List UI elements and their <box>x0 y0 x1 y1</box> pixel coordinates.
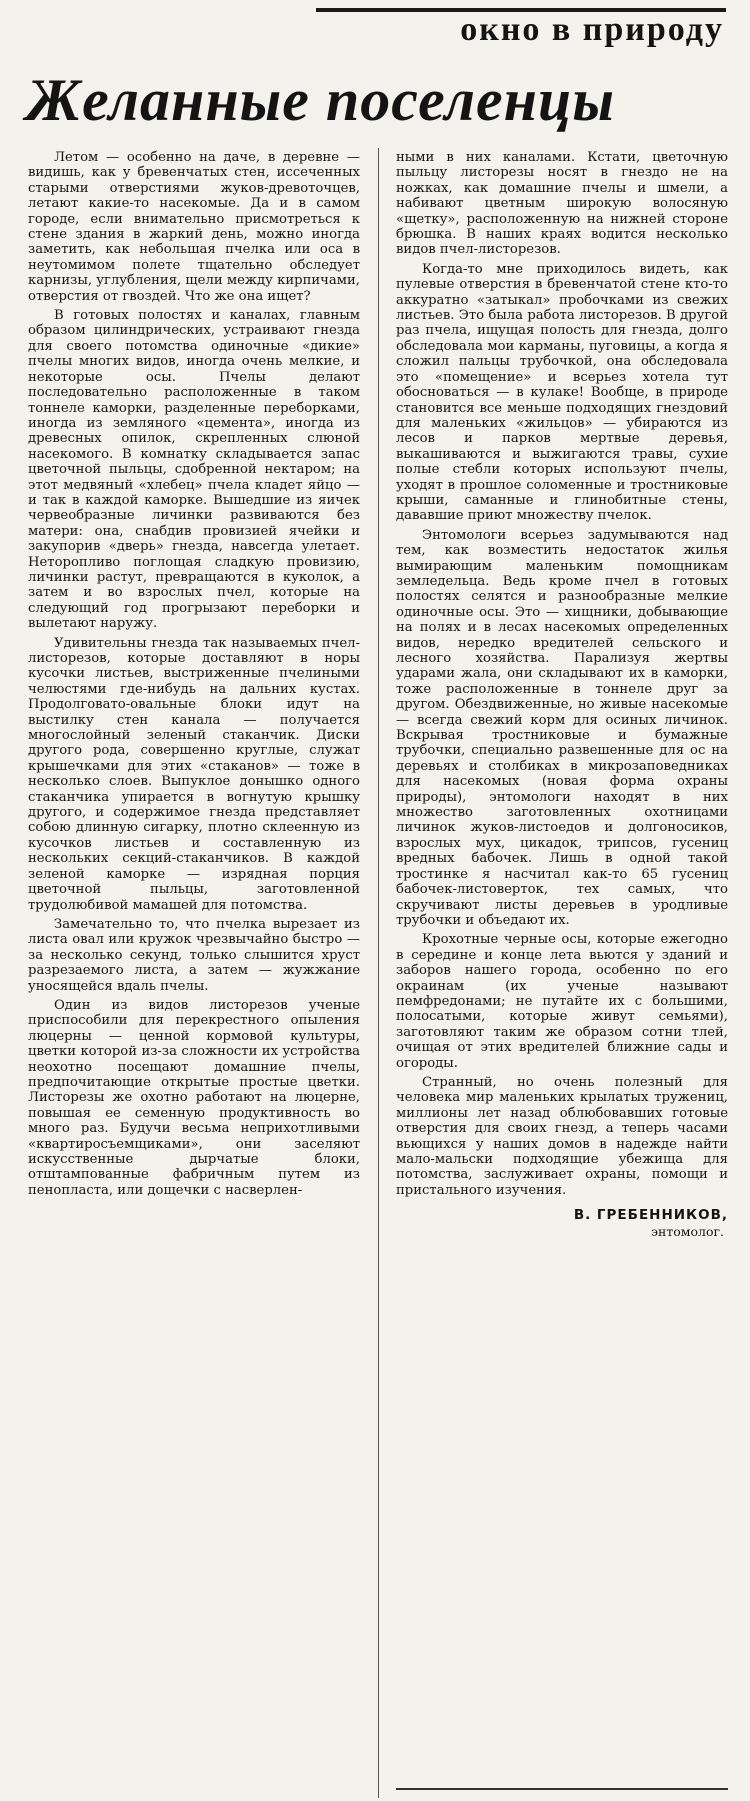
headline: Желанные поселенцы <box>26 67 615 133</box>
paragraph: Один из видов листорезов ученые приспособили для перекрестного опыления люцерны — ценной кормовой культуры, цветки которой из-за сложности их устройства неохотно посещают домашние пчелы, предпочитающие открытые простые цветки. Листорезы же охотно работают на люцерне, повышая ее семенную продуктивность во много раз. Будучи весьма неприхотливыми «квартиросъемщиками», они заселяют искусственные дырчатые блоки, отштампованные фабричным путем из пенопласта, или дощечки с насверлен- <box>28 997 360 1198</box>
paragraph: Когда-то мне приходилось видеть, как пулевые отверстия в бревенчатой стене кто-то аккуратно «затыкал» пробочками из свежих листьев. Это была работа листорезов. В другой раз пчела, ищущая полость для гнезда, долго обследовала мои карманы, пуговицы, а когда я сложил пальцы трубочкой, она обследовала это «помещение» и всерьез хотела тут обосноваться — в кулаке! Вообще, в природе становится все меньше подходящих гнездовий для маленьких «жильцов» — убираются из лесов и парков мертвые деревья, выкашиваются и выжигаются травы, сухие полые стебли которых используют пчелы, уходят в прошлое соломенные и тростниковые крыши, саманные и глинобитные стены, дававшие приют множеству пчелок. <box>396 261 728 524</box>
paragraph: Удивительны гнезда так называемых пчел-листорезов, которые доставляют в норы кусочки листьев, выстриженные пчелиными челюстями где-нибудь на дальних кустах. Продолговато-овальные блоки идут на выстилку стен канала — получается многослойный зеленый стаканчик. Диски другого рода, совершенно круглые, служат крышечками для этих «стаканов» — тоже в несколько слоев. Выпуклое донышко одного стаканчика упирается в вогнутую крышку другого, и содержимое гнезда представляет собою длинную сигарку, плотно склеенную из кусочков листьев и составленную из нескольких секций-стаканчиков. В каждой зеленой каморке — изрядная порция цветочной пыльцы, заготовленной трудолюбивой мамашей для потомства. <box>28 635 360 913</box>
author-signature: В. ГРЕБЕННИКОВ, <box>573 1207 728 1224</box>
rubric-title: окно в природу <box>460 11 724 48</box>
paragraph: Странный, но очень полезный для человека мир маленьких крылатых тружениц, миллионы лет назад облюбовавших готовые отверстия для своих гнезд, а теперь часами вьющихся у наших домов в надежде найти мало-мальски подходящие убежища для потомства, заслуживает охраны, помощи и пристального изучения. <box>396 1074 728 1198</box>
author-role: энтомолог. <box>650 1223 724 1239</box>
bottom-rule <box>396 1788 728 1790</box>
paragraph: В готовых полостях и каналах, главным образом цилиндрических, устраивают гнезда для своего потомства одиночные «дикие» пчелы многих видов, иногда очень мелкие, и некоторые осы. Пчелы делают последовательно расположенные в таком тоннеле каморки, разделенные переборками, иногда из земляного «цемента», иногда из древесных опилок, скрепленных слюной насекомого. В комнатку складывается запас цветочной пыльцы, сдобренной нектаром; на этот медвяный «хлебец» пчела кладет яйцо — и так в каждой каморке. Вышедшие из яичек червеобразные личинки развиваются без матери: она, снабдив провизией ячейки и закупорив «дверь» гнезда, навсегда улетает. Неторопливо поглощая сладкую провизию, личинки растут, превращаются в куколок, а затем и во взрослых пчел, которые на следующий год прогрызают переборки и вылетают наружу. <box>28 308 360 632</box>
paragraph: Летом — особенно на даче, в деревне — видишь, как у бревенчатых стен, иссеченных старыми отверстиями жуков-древоточцев, летают какие-то насекомые. Да и в самом городе, если внимательно присмотреться к стене здания в жаркий день, можно иногда заметить, как небольшая пчелка или оса в неутомимом полете тщательно обследует карнизы, углубления, щели между кирпичами, отверстия от гвоздей. Что же она ищет? <box>28 150 360 304</box>
left-column <box>28 150 360 1202</box>
paragraph-continued: ными в них каналами. Кстати, цветочную пыльцу листорезы носят в гнездо не на ножках, как домашние пчелы и шмели, а набивают цветным широкую волосяную «щетку», расположенную на нижней стороне брюшка. В наших краях водится несколько видов пчел-листорезов. <box>396 150 728 258</box>
right-column <box>396 150 728 1239</box>
paragraph: Замечательно то, что пчелка вырезает из листа овал или кружок чрезвычайно быстро — за несколько секунд, только слышится хруст разрезаемого листа, а затем — жужжание уносящейся вдаль пчелы. <box>28 916 360 994</box>
paragraph: Крохотные черные осы, которые ежегодно в середине и конце лета вьются у зданий и заборов нашего города, особенно по его окраинам (их ученые называют пемфредонами; не путайте их с большими, полосатыми, которые живут семьями), заготовляют таким же образом сотни тлей, очищая от этих вредителей ближние сады и огороды. <box>396 932 728 1071</box>
column-divider <box>378 148 379 1798</box>
paragraph: Энтомологи всерьез задумываются над тем, как возместить недостаток жилья вымирающим маленьким помощникам земледельца. Ведь кроме пчел в готовых полостях селятся и разнообразные мелкие одиночные осы. Это — хищники, добывающие на полях и в лесах насекомых определенных видов, нередко вредителей сельского и лесного хозяйства. Парализуя жертвы ударами жала, они складывают их в каморки, тоже расположенные в тоннеле друг за другом. Обездвиженные, но живые насекомые — всегда свежий корм для осиных личинок. Вскрывая тростниковые и бумажные трубочки, специально развешенные для ос на деревьях и столбиках в микрозаповедниках для насекомых (новая форма охраны природы), энтомологи находят в них множество заготовленных охотницами личинок жуков-листоедов и долгоносиков, взрослых мух, цикадок, трипсов, гусениц вредных бабочек. Лишь в одной такой тростинке я насчитал как-то 65 гусениц бабочек-листоверток, тех самых, что скручивают листы деревьев в уродливые трубочки и объедают их. <box>396 527 728 928</box>
